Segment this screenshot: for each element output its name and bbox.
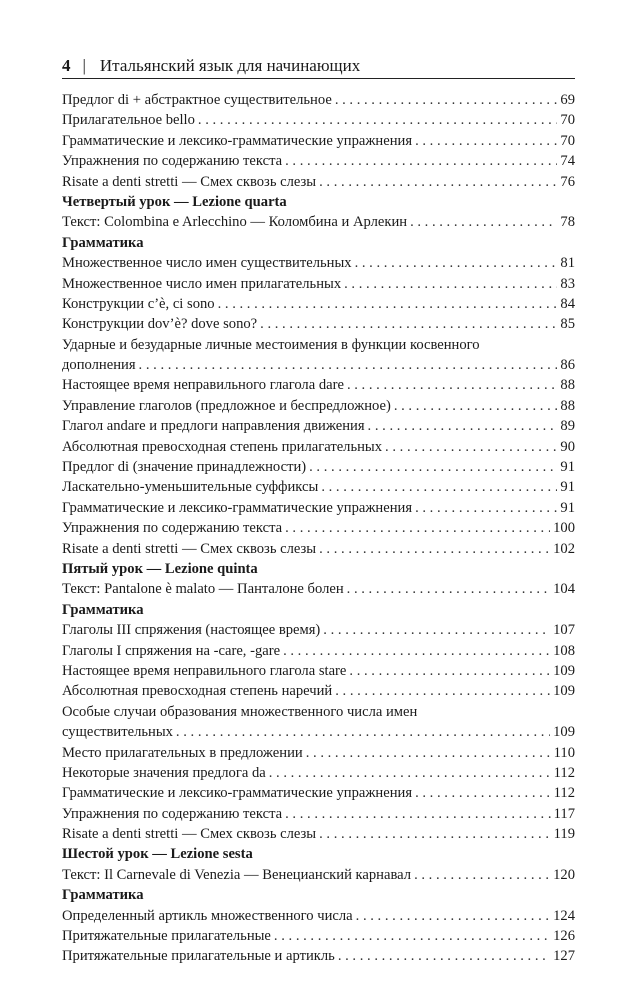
toc-entry-title: Место прилагательных в предложении [62, 744, 303, 761]
toc-page-number: 112 [553, 764, 575, 781]
toc-entry-title: Текст: Colombina e Arlecchino — Коломбина и Арлекин [62, 214, 408, 231]
toc-page-number: 117 [553, 805, 575, 822]
toc-entry-title: Некоторые значения предлога da [62, 764, 266, 781]
toc-entry-title: Настоящее время неправильного глагола dare [62, 377, 344, 394]
toc-entry[interactable] [62, 416, 575, 436]
toc-entry[interactable] [62, 151, 575, 171]
toc-page-number: 109 [553, 683, 575, 700]
dot-leader [321, 477, 557, 497]
dot-leader [319, 824, 551, 844]
toc-entry-title: Грамматические и лексико-грамматические упражнения [62, 499, 413, 516]
dot-leader [139, 355, 558, 375]
dot-leader [285, 804, 551, 824]
toc-entry-title: Абсолютная превосходная степень наречий [62, 683, 333, 700]
toc-page-number: 83 [560, 275, 575, 292]
header-separator: | [82, 56, 86, 75]
toc-entry-title: Глаголы I спряжения на -care, -gare [62, 642, 281, 659]
dot-leader [274, 926, 550, 946]
toc-page-number: 69 [560, 92, 575, 108]
toc-entry[interactable] [62, 314, 575, 334]
toc-section-heading: Грамматика [62, 601, 144, 618]
toc-entry[interactable] [62, 172, 575, 192]
dot-leader [414, 865, 550, 885]
toc-entry-title: Упражнения по содержанию текста [62, 805, 283, 822]
toc-entry-title: Прилагательное bello [62, 112, 195, 129]
toc-entry-title: Особые случаи образования множественного числа имен [62, 703, 418, 720]
toc-entry-title: Ласкательно-уменьшительные суффиксы [62, 479, 319, 496]
toc-entry[interactable] [62, 131, 575, 151]
dot-leader [355, 253, 558, 273]
toc-entry[interactable] [62, 926, 575, 946]
toc-entry[interactable] [62, 498, 575, 518]
toc-entry[interactable] [62, 396, 575, 416]
toc-entry[interactable] [62, 375, 575, 395]
dot-leader [283, 641, 550, 661]
toc-entry[interactable] [62, 681, 575, 701]
dot-leader [218, 294, 558, 314]
toc-entry[interactable] [62, 743, 575, 763]
dot-leader [347, 375, 557, 395]
toc-entry-title: Предлог di (значение принадлежности) [62, 459, 307, 476]
page-number: 4 [62, 56, 71, 75]
dot-leader [198, 110, 558, 130]
toc-page-number: 76 [560, 173, 575, 190]
toc-page-number: 70 [560, 132, 575, 149]
toc-page-number: 88 [560, 377, 575, 394]
dot-leader [344, 274, 557, 294]
toc-entry-title: Текст: Il Carnevale di Venezia — Венецианский карнавал [62, 866, 412, 883]
toc-page-number: 86 [560, 357, 575, 374]
dot-leader [309, 457, 557, 477]
toc-entry-title: Абсолютная превосходная степень прилагательных [62, 438, 383, 455]
dot-leader [385, 437, 557, 457]
toc-entry[interactable] [62, 906, 575, 926]
toc-entry-title: Грамматические и лексико-грамматические упражнения [62, 132, 413, 149]
toc-page-number: 100 [553, 520, 575, 537]
toc-entry[interactable] [62, 641, 575, 661]
toc-page-number: 102 [553, 540, 575, 557]
toc-page-number: 90 [560, 438, 575, 455]
toc-entry[interactable] [62, 457, 575, 477]
toc-page-number: 119 [553, 826, 575, 843]
dot-leader [415, 131, 557, 151]
dot-leader [410, 212, 557, 232]
toc-page-number: 88 [560, 397, 575, 414]
toc-page-number: 91 [560, 499, 575, 516]
toc-entry-title: Упражнения по содержанию текста [62, 153, 283, 170]
toc-entry-title: Управление глаголов (предложное и беспредложное) [62, 397, 391, 414]
toc-entry-title: Глаголы III спряжения (настоящее время) [62, 622, 321, 639]
toc-entry[interactable] [62, 620, 575, 640]
toc-entry[interactable] [62, 539, 575, 559]
toc-entry-title: Упражнения по содержанию текста [62, 520, 283, 537]
toc-entry[interactable] [62, 518, 575, 538]
toc-entry[interactable] [62, 477, 575, 497]
toc-entry-title: Притяжательные прилагательные [62, 928, 271, 945]
toc-entry-title: Ударные и безударные личные местоимения в функции косвенного [62, 336, 480, 353]
toc-entry[interactable] [62, 763, 575, 783]
toc-entry[interactable] [62, 946, 575, 966]
toc-page-number: 126 [553, 928, 575, 945]
toc-page-number: 109 [553, 724, 575, 741]
toc-entry[interactable] [62, 865, 575, 885]
toc-page-number: 124 [553, 907, 575, 924]
dot-leader [338, 946, 550, 966]
dot-leader [335, 681, 550, 701]
toc-entry-title: Глагол andare и предлоги направления движения [62, 418, 365, 435]
dot-leader [415, 498, 557, 518]
dot-leader [349, 661, 550, 681]
dot-leader [269, 763, 551, 783]
toc-entry-title-continued: дополнения [62, 357, 136, 374]
toc-entry-title: Настоящее время неправильного глагола stare [62, 662, 347, 679]
dot-leader [285, 518, 550, 538]
toc-entry[interactable] [62, 824, 575, 844]
toc-entry[interactable] [62, 212, 575, 232]
toc-page-number: 107 [553, 622, 575, 639]
toc-entry-title: Конструкции dov’è? dove sono? [62, 316, 258, 333]
toc-entry-title: Risate a denti stretti — Смех сквозь слезы [62, 173, 317, 190]
dot-leader [347, 579, 550, 599]
toc-entry[interactable] [62, 804, 575, 824]
toc-page-number: 74 [560, 153, 575, 170]
toc-entry[interactable] [62, 253, 575, 273]
toc-entry-title: Конструкции c’è, ci sono [62, 295, 215, 312]
toc-page-number: 108 [553, 642, 575, 659]
toc-page-number: 91 [560, 459, 575, 476]
dot-leader [356, 906, 550, 926]
dot-leader [319, 172, 557, 192]
toc-section-heading: Четвертый урок — Lezione quarta [62, 193, 287, 210]
toc-page-number: 81 [560, 255, 575, 272]
toc-section-heading: Грамматика [62, 887, 144, 904]
toc-entry-title: Risate a denti stretti — Смех сквозь слезы [62, 540, 317, 557]
toc-entry-title-continued: существительных [62, 724, 173, 741]
dot-leader [285, 151, 557, 171]
toc-entry[interactable] [62, 702, 575, 743]
toc-entry[interactable] [62, 783, 575, 803]
dot-leader [323, 620, 550, 640]
toc-entry[interactable] [62, 110, 575, 130]
dot-leader [415, 783, 551, 803]
toc-entry-title: Определенный артикль множественного числа [62, 907, 353, 924]
dot-leader [319, 539, 550, 559]
toc-entry[interactable] [62, 335, 575, 376]
dot-leader [306, 743, 551, 763]
toc-entry-title: Предлог di + абстрактное существительное [62, 92, 332, 108]
toc-page-number: 91 [560, 479, 575, 496]
toc-page-number: 89 [560, 418, 575, 435]
dot-leader [368, 416, 558, 436]
book-title: Итальянский язык для начинающих [99, 56, 361, 75]
toc-entry-title: Множественное число имен прилагательных [62, 275, 342, 292]
toc-page-number: 78 [560, 214, 575, 231]
toc-entry-title: Притяжательные прилагательные и артикль [62, 948, 335, 965]
toc-entry-title: Risate a denti stretti — Смех сквозь слезы [62, 826, 317, 843]
toc-page-number: 109 [553, 662, 575, 679]
toc-section-heading: Грамматика [62, 234, 144, 251]
toc-entry[interactable] [62, 90, 575, 110]
dot-leader [335, 90, 558, 110]
toc-section-heading: Шестой урок — Lezione sesta [62, 846, 253, 863]
dot-leader [394, 396, 558, 416]
toc-page-number: 84 [560, 295, 575, 312]
toc-entry-title: Текст: Pantalone è malato — Панталоне болен [62, 581, 344, 598]
toc-page-number: 110 [553, 744, 575, 761]
dot-leader [176, 722, 550, 742]
toc-page-number: 112 [553, 785, 575, 802]
toc-section-heading: Пятый урок — Lezione quinta [62, 561, 258, 577]
toc-entry[interactable] [62, 579, 575, 599]
running-header [62, 54, 575, 79]
table-of-contents [62, 90, 575, 967]
toc-page-number: 104 [553, 581, 575, 598]
toc-entry-title: Множественное число имен существительных [62, 255, 352, 272]
toc-entry[interactable] [62, 294, 575, 314]
toc-entry-title: Грамматические и лексико-грамматические упражнения [62, 785, 413, 802]
toc-page-number: 85 [560, 316, 575, 333]
toc-page-number: 70 [560, 112, 575, 129]
toc-entry[interactable] [62, 274, 575, 294]
toc-page-number: 120 [553, 866, 575, 883]
toc-entry[interactable] [62, 437, 575, 457]
toc-entry[interactable] [62, 661, 575, 681]
dot-leader [260, 314, 557, 334]
toc-page-number: 127 [553, 948, 575, 965]
